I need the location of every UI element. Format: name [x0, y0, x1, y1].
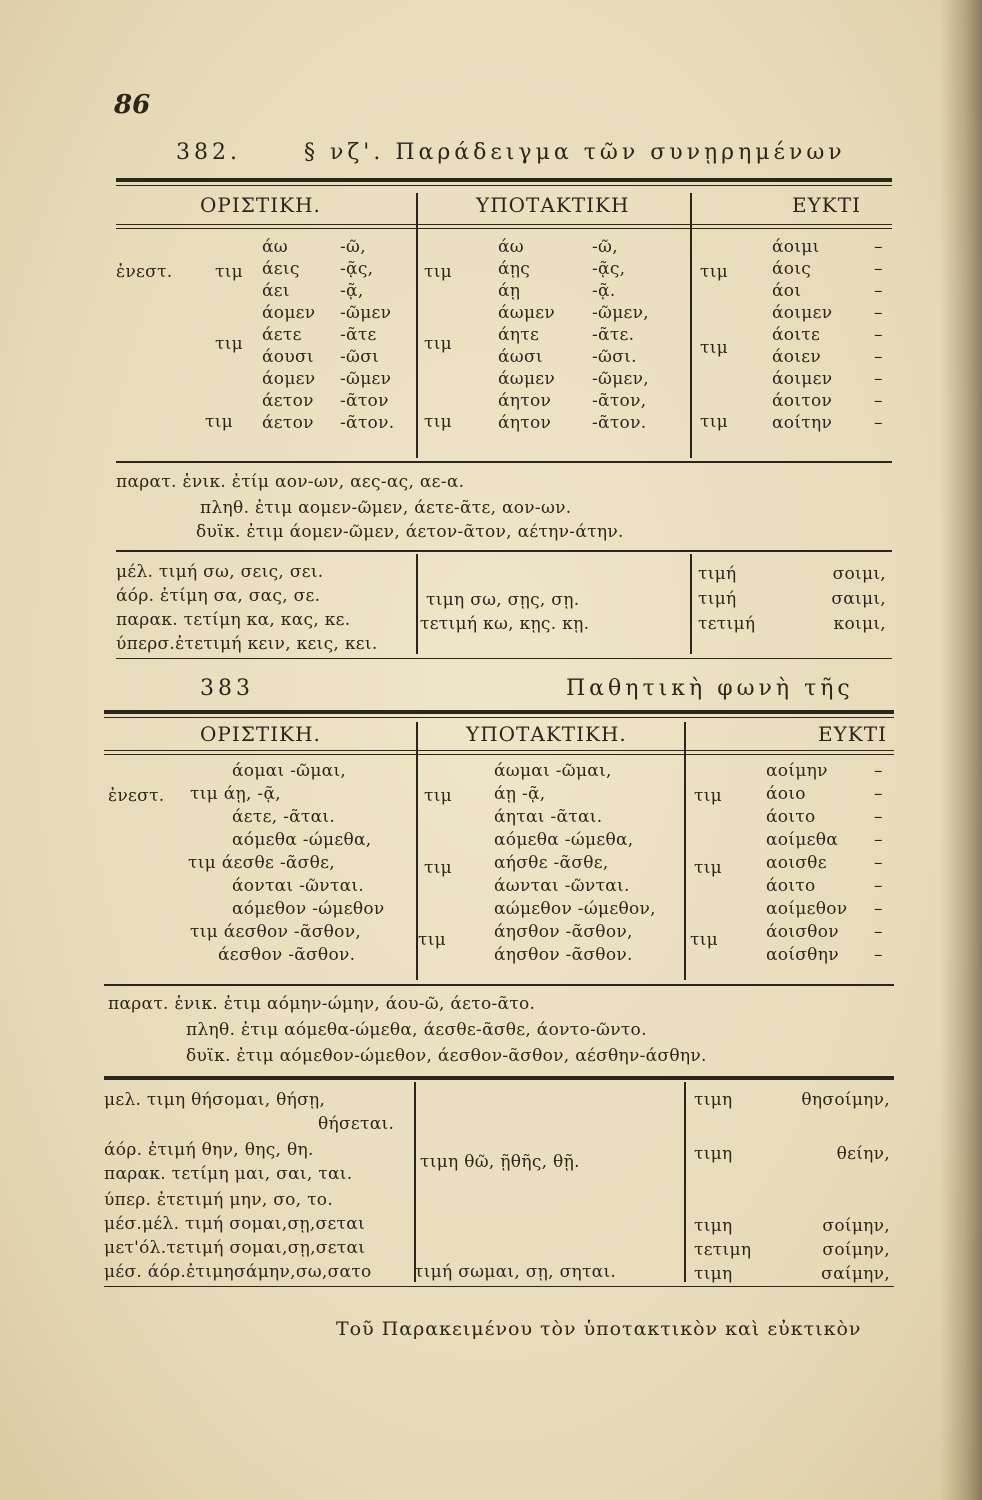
stem: τιμη	[694, 1216, 733, 1236]
rule	[104, 1286, 894, 1287]
ending: -ᾷς,	[340, 259, 374, 279]
stem: τιμ	[424, 786, 453, 806]
tense-line: τετιμή κω, κῃς. κῃ.	[420, 614, 590, 634]
page-mark: 86	[114, 90, 151, 120]
stem: τιμή	[698, 589, 737, 609]
ending: -ᾶτον	[340, 391, 389, 411]
ending: σοίμην,	[822, 1216, 890, 1236]
ending: άοιμι	[772, 237, 820, 257]
dash: –	[874, 922, 883, 942]
imperfect-note: παρατ. ἑνικ. ἐτίμ αον-ων, αες-ας, αε-α.	[116, 472, 465, 492]
ending: σοίμην,	[822, 1240, 890, 1260]
rule	[116, 461, 892, 463]
form: άομαι -ῶμαι,	[232, 761, 347, 781]
stem: τιμ	[700, 412, 729, 432]
ending: άοι	[772, 281, 802, 301]
ending: σαιμι,	[831, 589, 886, 609]
col-head-optative: ΕΥΚΤΙ	[818, 722, 887, 746]
form: άωμαι -ῶμαι,	[494, 761, 612, 781]
form: άοιτο	[766, 807, 816, 827]
dash-col	[874, 236, 883, 434]
form: άοισθον	[766, 922, 839, 942]
form: αόμεθον -ώμεθον	[232, 899, 385, 919]
stem: τετιμή	[698, 614, 756, 634]
rule	[116, 185, 892, 186]
ending-col	[772, 236, 832, 434]
ending: άωσι	[498, 347, 543, 367]
stem: τιμ	[424, 334, 453, 354]
section-title-2: Παθητικὴ φωνὴ τῆς	[566, 676, 854, 701]
section-number-382: 382.	[176, 140, 241, 165]
imperfect-note: δυϊκ. ἐτιμ άομεν-ῶμεν, άετον-ᾶτον, αέτην-άτην.	[196, 522, 624, 542]
ending: -ῶμεν,	[592, 369, 650, 389]
ending: άεις	[262, 259, 300, 279]
rule	[104, 717, 894, 718]
tense-line: παρακ. τετίμη κα, κας, κε.	[116, 610, 351, 630]
dash: –	[874, 784, 883, 804]
column-divider	[416, 193, 418, 458]
ending: θησοίμην,	[801, 1090, 890, 1110]
stem: τιμ	[424, 412, 453, 432]
ending: -ῶμεν,	[592, 303, 650, 323]
dash: –	[874, 237, 883, 257]
ending: άοιτε	[772, 325, 821, 345]
stem: τιμη	[694, 1144, 733, 1164]
ending: -ῶμεν	[340, 303, 392, 323]
ending: άοιτον	[772, 391, 833, 411]
ending: -ᾶτε.	[592, 325, 635, 345]
column-divider	[416, 554, 418, 654]
form: άοιτο	[766, 876, 816, 896]
tense-line: τιμή σωμαι, σῃ, σηται.	[414, 1262, 617, 1282]
ending: κοιμι,	[833, 614, 886, 634]
dash: –	[874, 830, 883, 850]
ending: -ᾶτε	[340, 325, 377, 345]
ending: άετε	[262, 325, 302, 345]
stem: τιμ	[690, 930, 719, 950]
page-gutter-shadow	[940, 0, 982, 1500]
tense-line: τιμη σω, σῃς, σῃ.	[426, 590, 580, 610]
tense-block	[116, 560, 378, 656]
ending: άομεν	[262, 369, 316, 389]
ending: άωμεν	[498, 369, 556, 389]
imperfect-note: πληθ. ἐτιμ αομεν-ῶμεν, άετε-ᾶτε, αον-ων.	[200, 498, 572, 518]
stem: τιμ	[424, 858, 453, 878]
form: τιμ άεσθε -ᾶσθε,	[188, 853, 335, 873]
tense-stems	[698, 562, 755, 637]
form: άῃ -ᾷ,	[494, 784, 546, 804]
rule	[116, 178, 892, 182]
rule	[116, 658, 892, 659]
ending: άητον	[498, 391, 552, 411]
tense-label: ἐνεστ.	[116, 262, 173, 282]
ending: άῃ	[498, 281, 521, 301]
ending-col	[766, 760, 847, 967]
ending: -ᾶτον.	[340, 413, 395, 433]
column-divider	[684, 1082, 686, 1282]
dash: –	[874, 281, 883, 301]
stem: τιμ	[215, 334, 244, 354]
dash: –	[874, 325, 883, 345]
ending: θείην,	[836, 1144, 890, 1164]
ending: άοις	[772, 259, 812, 279]
tense-line: μελ. τιμη θήσομαι, θήσῃ,	[104, 1090, 326, 1110]
ending: -ᾶτον.	[592, 413, 647, 433]
form: αήσθε -ᾶσθε,	[494, 853, 609, 873]
rule	[104, 1076, 894, 1080]
ending: -ῶμεν	[340, 369, 392, 389]
tense-label: ἐνεστ.	[108, 786, 165, 806]
stem: τιμ	[700, 338, 729, 358]
ending: άετον	[262, 413, 314, 433]
rule	[116, 224, 892, 225]
form: άωνται -ῶνται.	[494, 876, 630, 896]
ending-col	[180, 760, 385, 967]
dash: –	[874, 761, 883, 781]
column-divider	[414, 1082, 416, 1282]
col-head-subjunctive: ΥΠΟΤΑΚΤΙΚΗ	[476, 193, 630, 217]
imperfect-note: πληθ. ἐτιμ αόμεθα-ώμεθα, άεσθε-ᾶσθε, άοντο-ῶντο.	[186, 1020, 647, 1040]
section-number-383: 383	[200, 676, 254, 701]
ending: άει	[262, 281, 290, 301]
ending: άωμεν	[498, 303, 556, 323]
stem: τιμή	[698, 564, 737, 584]
contracted-col	[592, 236, 649, 434]
imperfect-note: παρατ. ἑνικ. ἐτιμ αόμην-ώμην, άου-ῶ, άετο-ᾶτο.	[108, 994, 536, 1014]
rule	[104, 984, 894, 986]
stem: τιμ	[418, 930, 447, 950]
tense-line: ύπερσ.ἐτετιμή κειν, κεις, κει.	[116, 634, 378, 654]
ending: -ῶσι.	[592, 347, 637, 367]
form: άετε, -ᾶται.	[232, 807, 336, 827]
imperfect-note: δυϊκ. ἐτιμ αόμεθον-ώμεθον, άεσθον-ᾶσθον, αέσθην-άσθην.	[186, 1046, 707, 1066]
rule	[116, 228, 892, 229]
tense-line: μέσ. άόρ.ἐτιμησάμην,σω,σατο	[104, 1262, 372, 1282]
column-divider	[690, 554, 692, 654]
tense-line: μετ'όλ.τετιμή σομαι,σῃ,σεται	[104, 1238, 366, 1258]
dash: –	[874, 853, 883, 873]
ending: αοίτην	[772, 413, 833, 433]
ending-col	[494, 760, 656, 967]
ending: άοιμεν	[772, 303, 833, 323]
tense-line: άόρ. ἐτιμή θην, θης, θη.	[104, 1140, 314, 1160]
column-divider	[690, 193, 692, 458]
dash: –	[874, 899, 883, 919]
tense-line: τιμη θῶ, ῇθῆς, θῇ.	[420, 1152, 580, 1172]
ending: -ᾷ,	[340, 281, 364, 301]
tense-line: μέσ.μέλ. τιμή σομαι,σῃ,σεται	[104, 1214, 366, 1234]
ending: άω	[498, 237, 524, 257]
form: άηται -ᾶται.	[494, 807, 603, 827]
ending: άομεν	[262, 303, 316, 323]
form: άοιο	[766, 784, 806, 804]
dash: –	[874, 413, 883, 433]
col-head-subjunctive: ΥΠΟΤΑΚΤΙΚΗ.	[466, 722, 627, 746]
dash: –	[874, 259, 883, 279]
ending: άοιμεν	[772, 369, 833, 389]
column-divider	[684, 722, 686, 980]
ending: -ῶ,	[340, 237, 366, 257]
tense-line: άόρ. ἐτίμη σα, σας, σε.	[116, 586, 321, 606]
stem: τιμ	[694, 858, 723, 878]
ending: σαίμην,	[821, 1264, 890, 1284]
col-head-indicative: ΟΡΙΣΤΙΚΗ.	[200, 722, 321, 746]
tense-line: θήσεται.	[318, 1114, 395, 1134]
stem: τιμ	[205, 412, 234, 432]
ending: -ᾶτον,	[592, 391, 647, 411]
footer-line: Τοῦ Παρακειμένου τὸν ὑποτακτικὸν καὶ εὐκτικὸν	[336, 1318, 862, 1340]
stem: τιμ	[215, 262, 244, 282]
dash: –	[874, 807, 883, 827]
col-head-optative: ΕΥΚΤΙ	[792, 193, 861, 217]
rule	[104, 754, 894, 755]
form: τιμ άῃ, -ᾷ,	[190, 784, 281, 804]
contracted-col	[340, 236, 394, 434]
form: άησθον -ᾶσθον,	[494, 922, 633, 942]
tense-line: ύπερ. ἐτετιμή μην, σο, το.	[104, 1190, 334, 1210]
ending: άω	[262, 237, 288, 257]
form: αώμεθον -ώμεθον,	[494, 899, 656, 919]
dash: –	[874, 303, 883, 323]
ending-col	[498, 236, 555, 434]
ending: άοιεν	[772, 347, 822, 367]
tense-line: παρακ. τετίμη μαι, σαι, ται.	[104, 1164, 353, 1184]
dash-col	[874, 760, 883, 967]
ending: -ᾷ.	[592, 281, 616, 301]
ending: -ῶ,	[592, 237, 618, 257]
stem: τιμ	[700, 262, 729, 282]
dash: –	[874, 391, 883, 411]
tense-endings	[831, 562, 886, 637]
rule	[104, 750, 894, 751]
form: αοίσθην	[766, 945, 839, 965]
form: αοίμην	[766, 761, 828, 781]
stem: τιμη	[694, 1264, 733, 1284]
ending: άουσι	[262, 347, 314, 367]
dash: –	[874, 369, 883, 389]
form: αοίμεθα	[766, 830, 839, 850]
form: άησθον -ᾶσθον.	[494, 945, 633, 965]
ending: άετον	[262, 391, 314, 411]
form: αοίμεθον	[766, 899, 848, 919]
form: αόμεθα -ώμεθα,	[232, 830, 372, 850]
ending-col	[262, 236, 315, 434]
stem: τετιμη	[694, 1240, 752, 1260]
ending: -ᾷς,	[592, 259, 626, 279]
rule	[104, 710, 894, 714]
ending: -ῶσι	[340, 347, 380, 367]
ending: άητον	[498, 413, 552, 433]
stem: τιμ	[424, 262, 453, 282]
ending: άῃς	[498, 259, 531, 279]
dash: –	[874, 876, 883, 896]
col-head-indicative: ΟΡΙΣΤΙΚΗ.	[200, 193, 321, 217]
form: αόμεθα -ώμεθα,	[494, 830, 634, 850]
form: άονται -ῶνται.	[232, 876, 365, 896]
section-title-1: § νζ'. Παράδειγμα τῶν συνῃρημένων	[304, 140, 846, 165]
dash: –	[874, 347, 883, 367]
ending: άητε	[498, 325, 540, 345]
stem: τιμ	[694, 786, 723, 806]
ending: σοιμι,	[832, 564, 886, 584]
form: τιμ άεσθον -ᾶσθον,	[190, 922, 362, 942]
form: άεσθον -ᾶσθον.	[218, 945, 356, 965]
form: αοισθε	[766, 853, 827, 873]
stem: τιμη	[694, 1090, 733, 1110]
dash: –	[874, 945, 883, 965]
rule	[116, 550, 892, 552]
tense-line: μέλ. τιμή σω, σεις, σει.	[116, 562, 324, 582]
